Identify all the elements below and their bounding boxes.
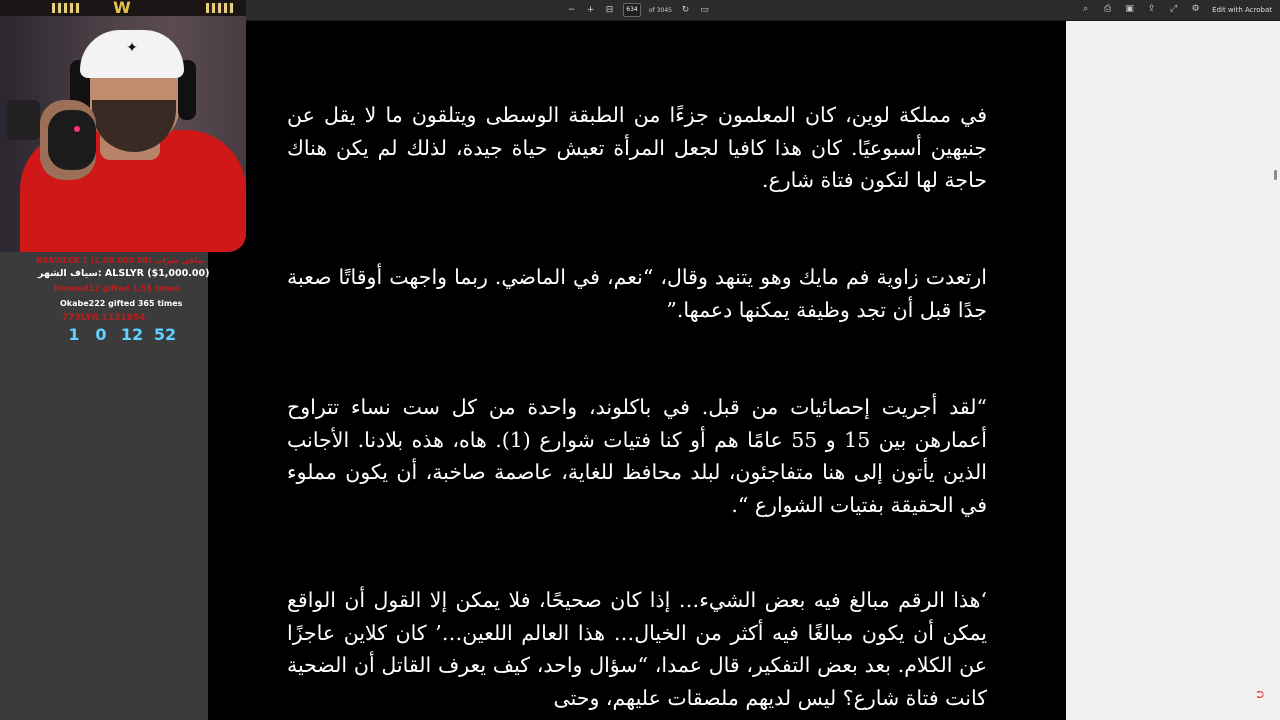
viewer-right-margin xyxy=(1066,21,1280,720)
toolbar-right xyxy=(1080,4,1272,15)
zoom-in-button[interactable]: + xyxy=(586,4,595,15)
stream-stats-overlay xyxy=(0,252,246,352)
edit-with-acrobat-button[interactable]: Edit with Acrobat xyxy=(1212,5,1272,14)
search-icon[interactable]: ⌕ xyxy=(1083,4,1089,14)
page-navigation xyxy=(566,3,710,17)
counter-3: 12 xyxy=(120,325,144,344)
expand-icon[interactable]: ⤢ xyxy=(1170,4,1178,14)
vertical-scrollbar[interactable] xyxy=(1272,21,1280,720)
overlay-line-5: 773LYR 1121654 xyxy=(62,313,146,323)
gaming-mouse-icon xyxy=(48,110,96,170)
counter-4: 52 xyxy=(153,325,177,344)
share-icon[interactable]: ⇪ xyxy=(1147,4,1156,14)
save-icon[interactable]: ▣ xyxy=(1125,4,1134,14)
rotate-icon[interactable]: ↻ xyxy=(681,4,690,15)
w-logo-icon: W xyxy=(113,0,131,17)
settings-icon[interactable]: ⚙ xyxy=(1191,4,1200,14)
paragraph-4: ‘هذا الرقم مبالغ فيه بعض الشيء… إذا كان صحيحًا، فلا يمكن إلا القول أن الواقع يمكن أن يكون مبالغًا فيه أكثر من الخيال… هذا العالم اللعين…’ كان كلاين عاجزًا عن الكلام. بعد بعض التفكير، قال عمدا، “سؤال واحد، كيف يعرف القاتل أن الضحية كانت فتاة شارع؟ ليس لديهم ملصقات عليهم، وحتى xyxy=(287,588,987,710)
page-view-icon[interactable]: ▭ xyxy=(700,4,709,15)
paragraph-3: “لقد أجريت إحصائيات من قبل. في باكلوند، واحدة من كل ست نساء تتراوح أعمارهن بين 15 و 55 عامًا هم أو كنا فتيات شوارع (1). هاه، هذه بلادنا. الأجانب الذين يأتون إلى هنا متفاجئون، لبلد محافظ للغاية، عاصمة صاخبة، أن يكون مملوء في الحقيقة بفتيات الشوارع “. xyxy=(287,395,987,517)
acrobat-icon[interactable]: ⮊ xyxy=(1256,690,1264,701)
print-icon[interactable]: ⎙ xyxy=(1104,4,1112,14)
page-number-input[interactable]: 634 xyxy=(623,3,641,17)
fit-page-icon[interactable]: ⊟ xyxy=(605,4,614,15)
overlay-line-3: Hmmod12 gifted 1/55 times xyxy=(54,284,180,293)
jumpman-logo-icon: ✦ xyxy=(126,40,138,56)
counter-2: 0 xyxy=(95,325,107,344)
overlay-line-2: سياف الشهر: ALSLYR ($1,000.00) xyxy=(38,268,210,279)
overlay-counters xyxy=(62,325,182,344)
overlay-line-1: BRAWLER 1 (1.00.000.00) ساقي شراب xyxy=(36,256,206,265)
paragraph-1: في مملكة لوين، كان المعلمون جزءًا من الطبقة الوسطى ويتلقون ما لا يقل عن جنيهين أسبوعيًا. كان هذا كافيا لجعل المرأة تعيش حياة جيدة، لذلك لم يكن هناك حاجة لها لتكون فتاة شارع. xyxy=(287,103,987,192)
webcam-overlay xyxy=(0,0,246,252)
counter-1: 1 xyxy=(68,325,80,344)
zoom-out-button[interactable]: − xyxy=(567,4,576,15)
decor-pattern-left xyxy=(52,3,80,13)
mouse-led xyxy=(74,126,80,132)
paragraph-2: ارتعدت زاوية فم مايك وهو يتنهد وقال، “نعم، في الماضي. ربما واجهت أوقاتًا صعبة جدًا قبل أن تجد وظيفة يمكنها دعمها.” xyxy=(287,265,987,322)
scrollbar-thumb[interactable] xyxy=(1274,170,1277,180)
overlay-line-4: Okabe222 gifted 365 times xyxy=(60,299,183,308)
page-count: of 3045 xyxy=(649,6,672,14)
microphone-icon xyxy=(6,100,40,140)
decor-pattern-right xyxy=(206,3,234,13)
